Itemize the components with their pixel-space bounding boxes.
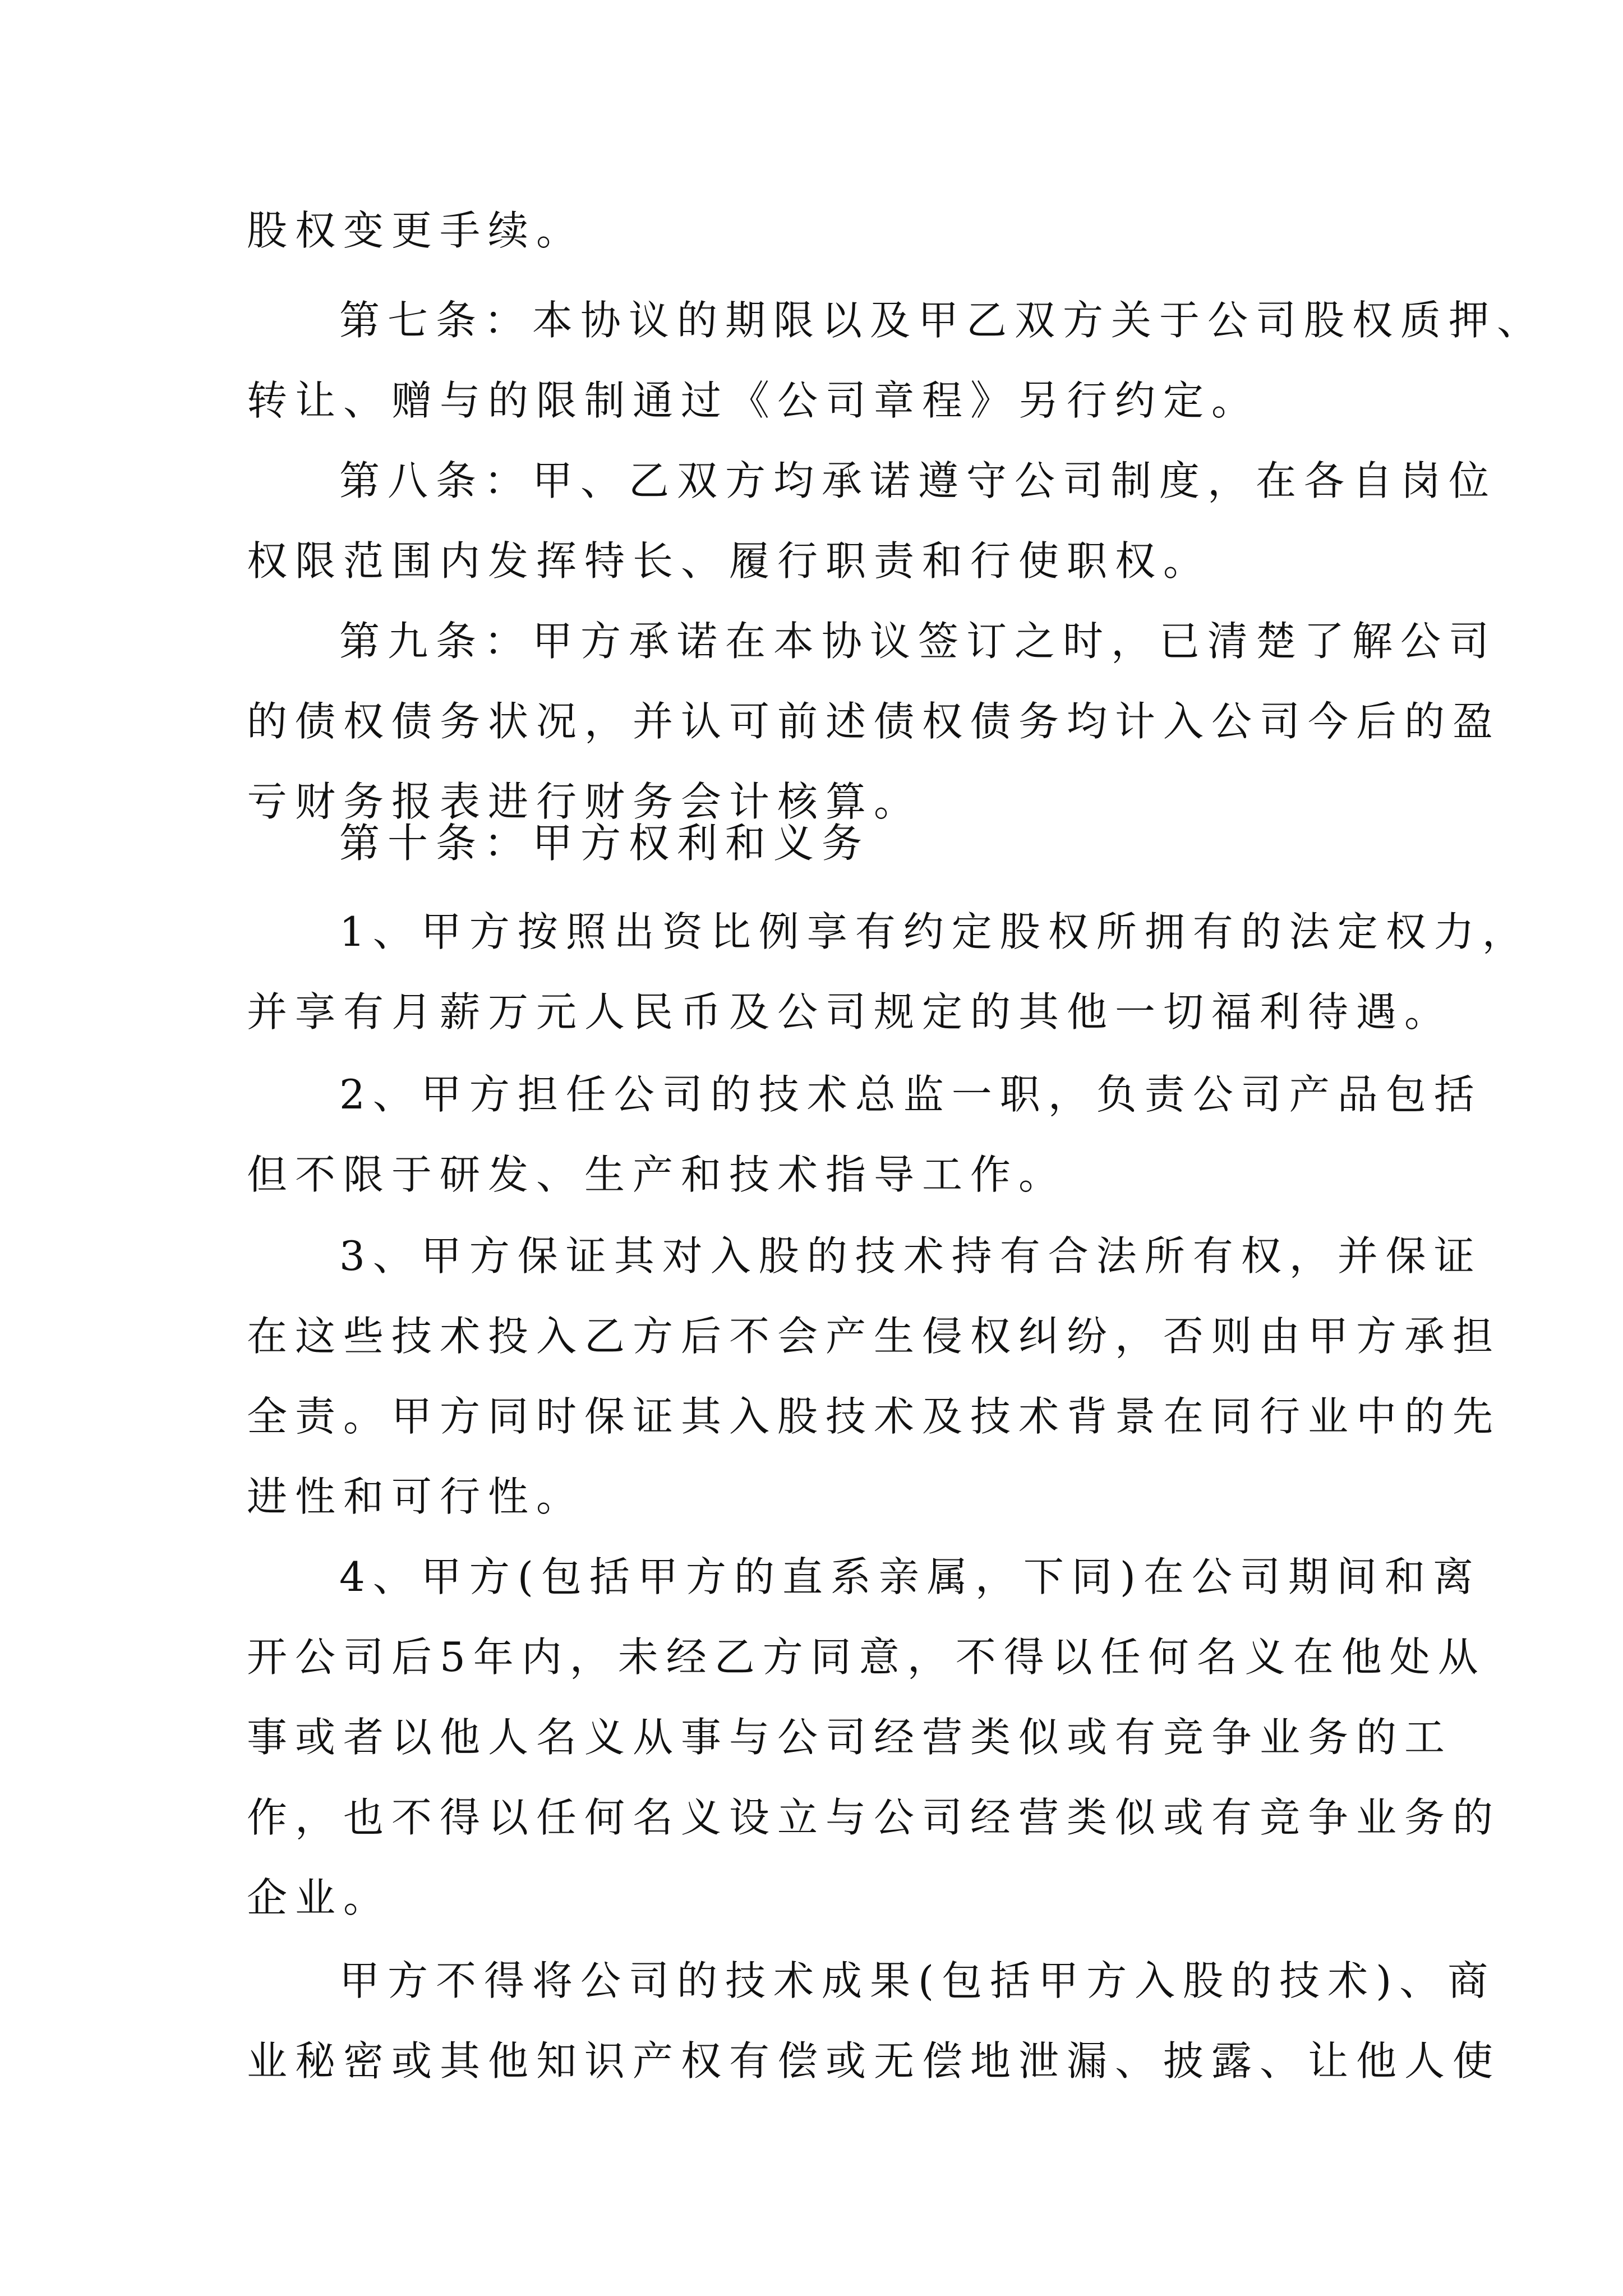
text-line: 甲方不得将公司的技术成果(包括甲方入股的技术)、商	[339, 1957, 1496, 2004]
text-line: 第七条：本协议的期限以及甲乙双方关于公司股权质押、	[339, 297, 1546, 344]
text-line: 的债权债务状况，并认可前述债权债务均计入公司今后的盈	[247, 698, 1501, 745]
paragraph-clause-4	[247, 1537, 1501, 1938]
paragraph-article-8	[247, 441, 1497, 601]
text-line: 在这些技术投入乙方后不会产生侵权纠纷，否则由甲方承担	[247, 1313, 1501, 1360]
text-line: 4、甲方(包括甲方的直系亲属，下同)在公司期间和离	[339, 1553, 1481, 1600]
text-line: 企业。	[247, 1874, 392, 1921]
paragraph-clause-2	[247, 1055, 1482, 1215]
text-line: 亏财务报表进行财务会计核算。	[247, 778, 923, 825]
paragraph-clause-1	[247, 892, 1530, 1052]
paragraph-article-10-heading	[247, 803, 1396, 884]
text-line: 3、甲方保证其对入股的技术持有合法所有权，并保证	[339, 1232, 1482, 1280]
text-line: 股权变更手续。	[247, 207, 585, 254]
text-line: 1、甲方按照出资比例享有约定股权所拥有的法定权力，	[339, 908, 1530, 955]
text-line: 进性和可行性。	[247, 1473, 585, 1520]
paragraph-article-7	[247, 280, 1546, 441]
text-line: 但不限于研发、生产和技术指导工作。	[247, 1151, 1067, 1198]
text-line: 第八条：甲、乙双方均承诺遵守公司制度，在各自岗位	[339, 457, 1497, 504]
text-line: 转让、赠与的限制通过《公司章程》另行约定。	[247, 377, 1260, 424]
text-line: 权限范围内发挥特长、履行职责和行使职权。	[247, 537, 1212, 585]
text-line: 2、甲方担任公司的技术总监一职，负责公司产品包括	[339, 1071, 1482, 1118]
text-line: 第九条：甲方承诺在本协议签订之时，已清楚了解公司	[339, 618, 1497, 665]
text-line: 开公司后5年内，未经乙方同意，不得以任何名义在他处从	[247, 1634, 1486, 1681]
text-line: 作，也不得以任何名义设立与公司经营类似或有竞争业务的	[247, 1794, 1501, 1841]
text-line: 事或者以他人名义从事与公司经营类似或有竞争业务的工	[247, 1714, 1453, 1761]
text-line: 第十条：甲方权利和义务	[339, 820, 870, 867]
paragraph-confidentiality	[247, 1941, 1501, 2101]
paragraph-clause-3	[247, 1216, 1501, 1537]
text-line: 并享有月薪万元人民币及公司规定的其他一切福利待遇。	[247, 988, 1453, 1036]
paragraph-share-change-procedures	[247, 191, 1396, 271]
text-line: 全责。甲方同时保证其入股技术及技术背景在同行业中的先	[247, 1393, 1501, 1440]
text-line: 业秘密或其他知识产权有偿或无偿地泄漏、披露、让他人使	[247, 2037, 1501, 2085]
